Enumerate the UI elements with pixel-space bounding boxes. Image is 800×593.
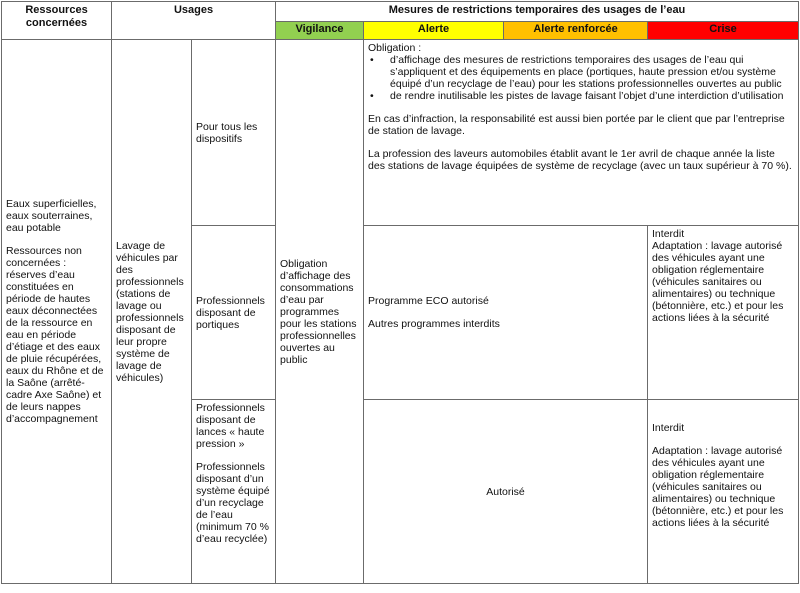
header-mesures: Mesures de restrictions temporaires des usages de l’eau [276,2,799,22]
level-crise: Crise [648,22,799,40]
vigilance-cell: Obligation d’affichage des consommations d’eau par programmes pour les stations professionnelles ouvertes au public [276,40,364,584]
dispositif-portiques: Professionnels disposant de portiques [192,226,276,400]
portiques-autres: Autres programmes interdits [368,318,500,330]
portiques-mesure-cell [364,226,648,400]
hp-mesure-cell: Autorisé [364,400,648,584]
header-usages: Usages [112,2,276,40]
portiques-crise-cell [648,226,799,400]
obligation-item-1: • d’affichage des mesures de restrictions temporaires des usages de l’eau qui s’appliquent et des équipements en place (portiques, haute pression et/ou système équipé d’un recyclage de l’eau) pour les stations professionnelles ouvertes au public [390,54,794,90]
obligation-para-infraction: En cas d’infraction, la responsabilité est aussi bien portée par le client que par l’entreprise de station de lavage. [368,113,785,137]
dispositif-tous: Pour tous les dispositifs [192,40,276,226]
level-vigilance: Vigilance [276,22,364,40]
portiques-eco: Programme ECO autorisé [368,295,489,307]
restrictions-table [1,1,799,584]
usage-cell: Lavage de véhicules par des professionnels (stations de lavage ou professionnels disposant de leur propre système de lavage de véhicules) [112,40,192,584]
obligation-para-recyclage: La profession des laveurs automobiles établit avant le 1er avril de chaque année la liste des stations de lavage équipées de système de recyclage (avec un taux supérieur à 70 %). [368,148,792,172]
portiques-crise-text: Adaptation : lavage autorisé des véhicules ayant une obligation réglementaire (véhicules sanitaires ou alimentaires) ou technique (bétonnière, etc.) et pour les actions liées à la sécurité [652,240,784,324]
header-ressources: Ressources concernées [2,2,112,40]
obligation-item-2: • de rendre inutilisable les pistes de lavage faisant l’objet d’une interdiction d’utilisation [390,90,794,102]
dispositif-recyclage: Professionnels disposant d’un système équipé d’un recyclage de l’eau (minimum 70 % d’eau recyclée) [196,461,270,545]
hp-crise-cell [648,400,799,584]
dispositif-haute-pression: Professionnels disposant de lances « haute pression » [196,402,265,450]
obligation-list [368,54,794,102]
level-alerte-renforcee: Alerte renforcée [504,22,648,40]
level-alerte: Alerte [364,22,504,40]
hp-crise-title: Interdit [652,422,685,434]
resources-cell [2,40,112,584]
dispositif-hp-recyclage [192,400,276,584]
obligation-cell [364,40,799,226]
obligation-title: Obligation : [368,42,422,54]
resources-concernees: Eaux superficielles, eaux souterraines, eau potable [6,198,97,234]
hp-crise-text: Adaptation : lavage autorisé des véhicules ayant une obligation réglementaire (véhicules sanitaires ou alimentaires) ou technique (bétonnière, etc.) et pour les actions liées à la sécurité [652,445,784,529]
resources-non-concernees: Ressources non concernées : réserves d’eau constituées en période de hautes eaux déconnectées de la ressource en eau en période d’étiage et des eaux de pluie récupérées, eaux du Rhône et de la Saône (arrêté-cadre Axe Saône) et de leurs nappes d’accompagnement [6,245,104,425]
portiques-crise-title: Interdit [652,228,685,240]
